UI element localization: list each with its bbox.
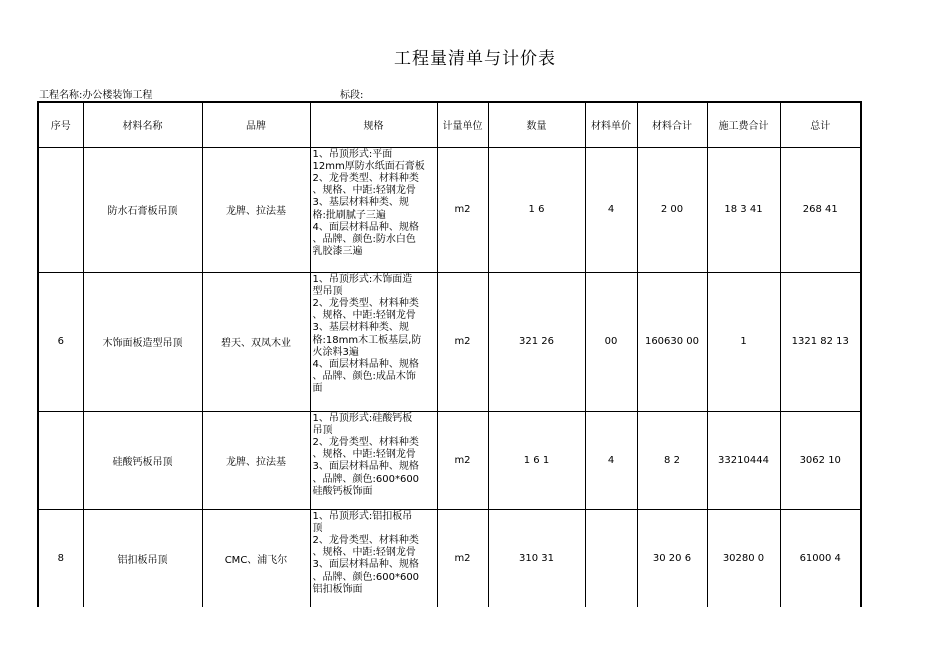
cell-brand: CMC、浦飞尔	[202, 509, 310, 607]
cell-no	[38, 147, 83, 272]
spec-line: 2、龙骨类型、材料种类	[312, 297, 419, 309]
cell-material-price: 00	[585, 272, 637, 411]
cell-material-total: 8 2	[637, 411, 707, 509]
cell-material-price: 4	[585, 147, 637, 272]
cell-total: 1321 82 13	[780, 272, 861, 411]
header-cell-material-total: 材料合计	[637, 102, 707, 147]
header-cell-no: 序号	[38, 102, 83, 147]
header-cell-labor-total: 施工费合计	[707, 102, 780, 147]
spec-line: 、规格、中距:轻钢龙骨	[312, 547, 416, 559]
header-cell-unit: 计量单位	[437, 102, 488, 147]
header-cell-material-name: 材料名称	[83, 102, 202, 147]
cell-unit: m2	[437, 509, 488, 607]
cell-total: 268 41	[780, 147, 861, 272]
cell-no: 8	[38, 509, 83, 607]
cell-brand: 碧天、双凤木业	[202, 272, 310, 411]
cell-material-name: 防水石膏板吊顶	[83, 147, 202, 272]
cell-labor-total: 18 3 41	[707, 147, 780, 272]
cell-spec	[310, 411, 437, 509]
cell-spec	[310, 272, 437, 411]
cell-material-name: 硅酸钙板吊顶	[83, 411, 202, 509]
spec-line: 3、面层材料品种、规格	[312, 559, 419, 571]
page-title: 工程量清单与计价表	[394, 49, 556, 69]
spec-line: 4、面层材料品种、规格	[312, 221, 419, 233]
spec-line: 3、基层材料种类、规	[312, 322, 409, 334]
cell-unit: m2	[437, 147, 488, 272]
bill-of-quantities-table	[37, 101, 862, 607]
cell-quantity: 310 31	[488, 509, 585, 607]
cell-material-name: 木饰面板造型吊顶	[83, 272, 202, 411]
table-row	[38, 509, 861, 607]
cell-brand: 龙牌、拉法基	[202, 147, 310, 272]
spec-line: 1、吊顶形式:硅酸钙板	[312, 412, 413, 424]
spec-line: 12mm厚防水纸面石膏板	[312, 160, 425, 172]
spec-line: 硅酸钙板饰面	[312, 485, 373, 497]
spec-line: 面	[312, 383, 323, 395]
cell-total: 61000 4	[780, 509, 861, 607]
spec-line: 型吊顶	[312, 285, 343, 297]
cell-material-total: 2 00	[637, 147, 707, 272]
header-cell-quantity: 数量	[488, 102, 585, 147]
cell-labor-total: 1	[707, 272, 780, 411]
cell-quantity: 1 6 1	[488, 411, 585, 509]
spec-line: 4、面层材料品种、规格	[312, 358, 419, 370]
cell-material-total: 160630 00	[637, 272, 707, 411]
spec-line: 格:批刷腻子三遍	[312, 209, 386, 221]
table-row	[38, 272, 861, 411]
table-row	[38, 147, 861, 272]
header-cell-total: 总计	[780, 102, 861, 147]
table-header-row	[38, 102, 861, 147]
cell-material-price	[585, 509, 637, 607]
spec-line: 3、面层材料品种、规格	[312, 461, 419, 473]
cell-brand: 龙牌、拉法基	[202, 411, 310, 509]
project-name-label: 工程名称:办公楼装饰工程	[39, 90, 153, 101]
spec-line: 1、吊顶形式:平面	[312, 148, 393, 160]
spec-line: 、品牌、颜色:防水白色	[312, 233, 416, 245]
section-label: 标段:	[340, 90, 364, 101]
cell-spec	[310, 509, 437, 607]
spec-line: 火涂料3遍	[312, 346, 359, 358]
cell-unit: m2	[437, 272, 488, 411]
spec-line: 1、吊顶形式:铝扣板吊	[312, 510, 413, 522]
spec-line: 、品牌、颜色:成品木饰	[312, 371, 416, 383]
cell-material-price: 4	[585, 411, 637, 509]
spec-line: 3、基层材料种类、规	[312, 197, 409, 209]
spec-line: 、规格、中距:轻钢龙骨	[312, 449, 416, 461]
cell-quantity: 1 6	[488, 147, 585, 272]
cell-material-total: 30 20 6	[637, 509, 707, 607]
cell-no	[38, 411, 83, 509]
spec-line: 铝扣板饰面	[312, 583, 363, 595]
cell-unit: m2	[437, 411, 488, 509]
spec-line: 2、龙骨类型、材料种类	[312, 436, 419, 448]
header-cell-material-price: 材料单价	[585, 102, 637, 147]
cell-material-name: 铝扣板吊顶	[83, 509, 202, 607]
spec-line: 、规格、中距:轻钢龙骨	[312, 185, 416, 197]
spec-line: 2、龙骨类型、材料种类	[312, 534, 419, 546]
cell-quantity: 321 26	[488, 272, 585, 411]
spec-line: 、品牌、颜色:600*600	[312, 571, 420, 583]
cell-no: 6	[38, 272, 83, 411]
spec-line: 乳胶漆三遍	[312, 246, 363, 258]
spec-line: 顶	[312, 522, 323, 534]
spec-line: 格:18mm木工板基层,防	[312, 334, 422, 346]
header-cell-brand: 品牌	[202, 102, 310, 147]
spec-line: 2、龙骨类型、材料种类	[312, 172, 419, 184]
cell-labor-total: 30280 0	[707, 509, 780, 607]
spec-line: 吊顶	[312, 424, 333, 436]
spec-line: 、品牌、颜色:600*600	[312, 473, 420, 485]
spec-line: 1、吊顶形式:木饰面造	[312, 273, 413, 285]
spec-line: 、规格、中距:轻钢龙骨	[312, 310, 416, 322]
header-cell-spec: 规格	[310, 102, 437, 147]
cell-total: 3062 10	[780, 411, 861, 509]
cell-labor-total: 33210444	[707, 411, 780, 509]
cell-spec	[310, 147, 437, 272]
table-row	[38, 411, 861, 509]
